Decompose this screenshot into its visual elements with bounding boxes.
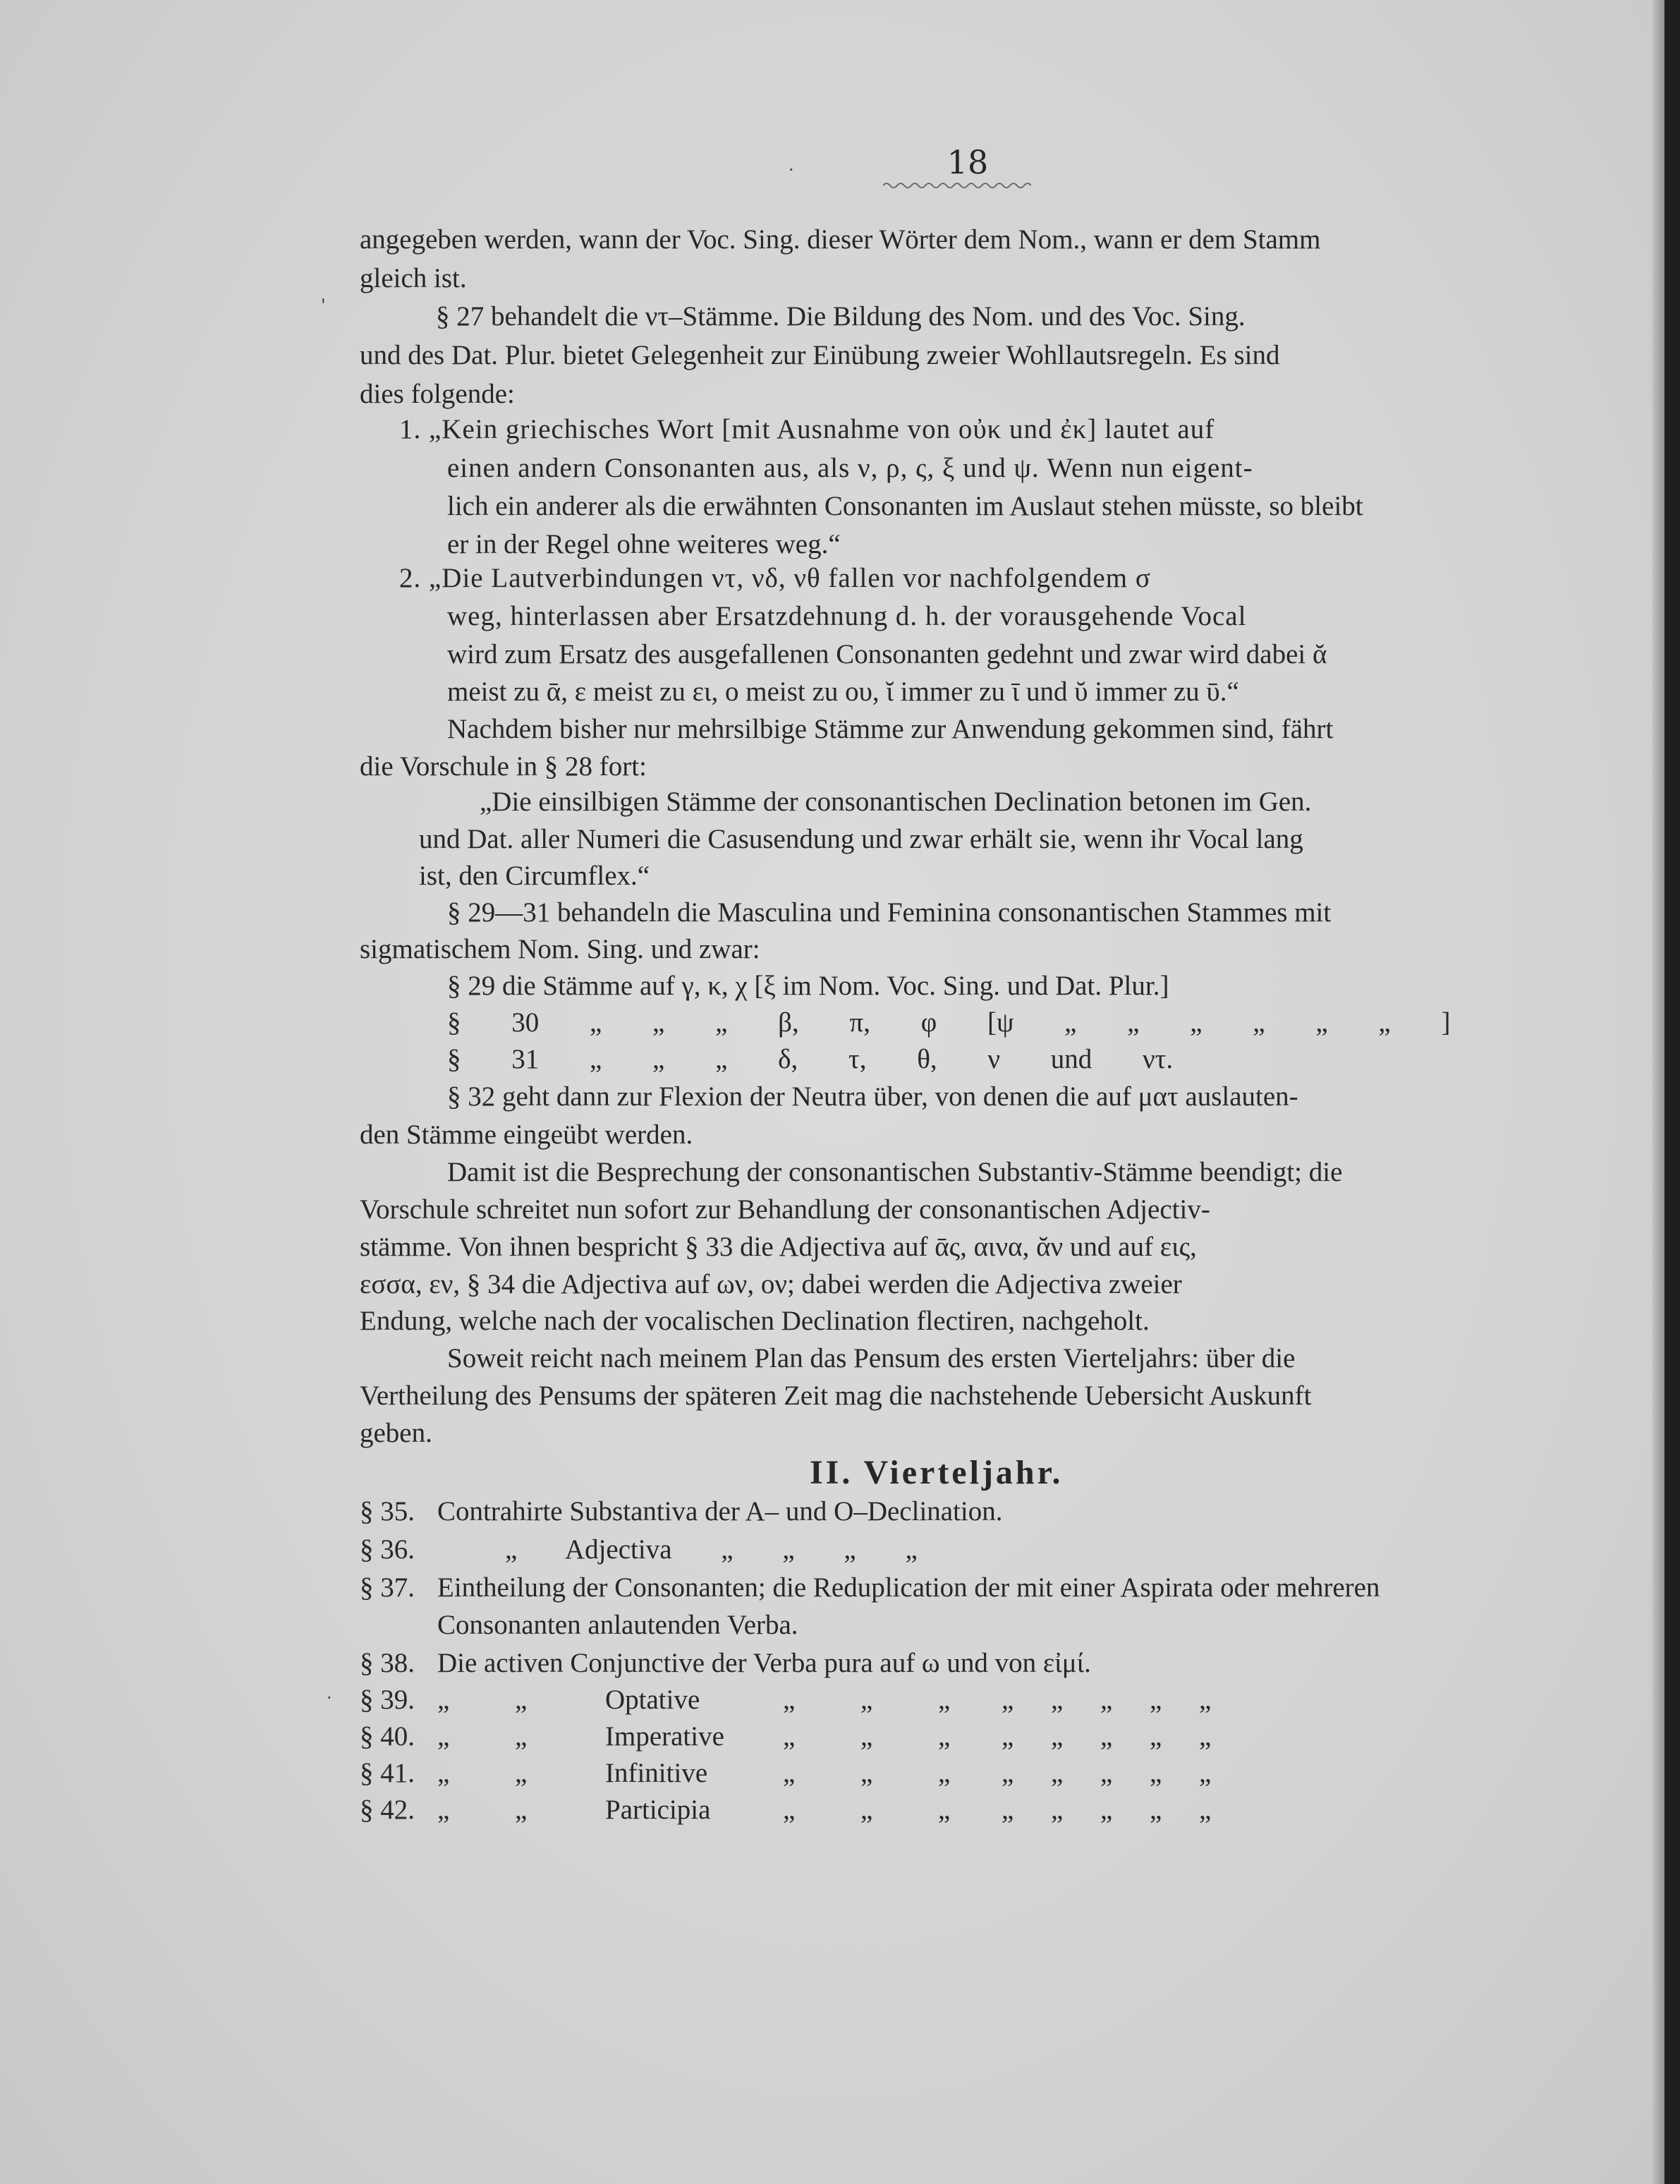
text-line: § 29 die Stämme auf γ, κ, χ [ξ im Nom. Voc. Sing. und Dat. Plur.] bbox=[447, 971, 1169, 1001]
text-line: einen andern Consonanten aus, als ν, ρ, ς, ξ und ψ. Wenn nun eigent- bbox=[447, 453, 1253, 483]
text-line: Soweit reicht nach meinem Plan das Pensum des ersten Vierteljahrs: über die bbox=[447, 1343, 1296, 1373]
text-line: wird zum Ersatz des ausgefallenen Consonanten gedehnt und zwar wird dabei ᾰ bbox=[447, 639, 1327, 669]
text-line: § 31 „ „ „ δ, τ, θ, ν und ντ. bbox=[447, 1044, 1174, 1074]
text-line: den Stämme eingeübt werden. bbox=[360, 1120, 693, 1150]
ditto-mark: „ bbox=[1100, 1685, 1113, 1715]
ditto-mark: „ bbox=[938, 1685, 951, 1715]
ditto-mark: „ bbox=[1100, 1758, 1113, 1788]
text-line: meist zu ᾱ, ε meist zu ει, ο meist zu ου, ῐ immer zu ῑ und ῠ immer zu ῡ.“ bbox=[447, 677, 1239, 707]
ditto-mark: „ bbox=[515, 1758, 528, 1788]
text-line: geben. bbox=[360, 1418, 432, 1448]
text-line: Nachdem bisher nur mehrsilbige Stämme zur Anwendung gekommen sind, fährt bbox=[447, 714, 1334, 744]
toc-text: „ Adjectiva „ „ „ „ bbox=[505, 1534, 918, 1565]
toc-text: Contrahirte Substantiva der A– und O–Declination. bbox=[437, 1496, 1003, 1527]
ditto-mark: „ bbox=[1002, 1795, 1014, 1825]
toc-number: § 42. bbox=[360, 1795, 415, 1825]
text-line: angegeben werden, wann der Voc. Sing. dieser Wörter dem Nom., wann er dem Stamm bbox=[360, 224, 1321, 255]
ditto-mark: „ bbox=[437, 1795, 450, 1825]
toc-row bbox=[360, 1720, 1277, 1754]
toc-text: Participia bbox=[605, 1795, 711, 1825]
ditto-mark: „ bbox=[783, 1685, 796, 1715]
text-line: lich ein anderer als die erwähnten Consonanten im Auslaut stehen müsste, so bleibt bbox=[447, 491, 1363, 521]
ditto-mark: „ bbox=[860, 1758, 873, 1788]
ditto-mark: „ bbox=[783, 1795, 796, 1825]
wavy-rule bbox=[883, 181, 1031, 190]
text-line: 1. „Kein griechisches Wort [mit Ausnahme von οὐκ und ἐκ] lautet auf bbox=[399, 414, 1215, 444]
toc-number: § 36. bbox=[360, 1534, 415, 1565]
ditto-mark: „ bbox=[1100, 1721, 1113, 1752]
toc-text: Infinitive bbox=[605, 1758, 708, 1788]
ditto-mark: „ bbox=[1199, 1795, 1212, 1825]
ditto-mark: „ bbox=[938, 1795, 951, 1825]
text-line: 2. „Die Lautverbindungen ντ, νδ, νθ fallen vor nachfolgendem σ bbox=[399, 563, 1151, 593]
ditto-mark: „ bbox=[1150, 1685, 1162, 1715]
ditto-mark: „ bbox=[860, 1721, 873, 1752]
ditto-mark: „ bbox=[1051, 1758, 1064, 1788]
toc-text: Eintheilung der Consonanten; die Reduplication der mit einer Aspirata oder mehreren bbox=[437, 1572, 1380, 1603]
ditto-mark: „ bbox=[1100, 1795, 1113, 1825]
scan-border bbox=[1664, 0, 1680, 2184]
text-line: und des Dat. Plur. bietet Gelegenheit zur Einübung zweier Wohllautsregeln. Es sind bbox=[360, 340, 1280, 370]
toc-row bbox=[360, 1757, 1277, 1790]
toc-row bbox=[360, 1793, 1277, 1827]
ditto-mark: „ bbox=[1199, 1758, 1212, 1788]
ditto-mark: „ bbox=[1199, 1721, 1212, 1752]
ditto-mark: „ bbox=[1051, 1685, 1064, 1715]
ditto-mark: „ bbox=[1002, 1721, 1014, 1752]
ditto-mark: „ bbox=[1051, 1795, 1064, 1825]
stray-mark: ' bbox=[321, 296, 326, 315]
stray-mark: · bbox=[327, 1688, 332, 1708]
page-edge-shadow bbox=[1652, 0, 1664, 2184]
text-line: § 29—31 behandeln die Masculina und Feminina consonantischen Stammes mit bbox=[447, 897, 1332, 928]
ditto-mark: „ bbox=[1199, 1685, 1212, 1715]
ditto-mark: „ bbox=[1150, 1795, 1162, 1825]
ditto-mark: „ bbox=[1051, 1721, 1064, 1752]
text-line: sigmatischem Nom. Sing. und zwar: bbox=[360, 934, 760, 964]
toc-number: § 35. bbox=[360, 1496, 415, 1527]
text-line: weg, hinterlassen aber Ersatzdehnung d. h. der vorausgehende Vocal bbox=[447, 601, 1247, 631]
toc-number: § 41. bbox=[360, 1758, 415, 1788]
text-line: gleich ist. bbox=[360, 263, 467, 293]
ditto-mark: „ bbox=[860, 1685, 873, 1715]
ditto-mark: „ bbox=[938, 1758, 951, 1788]
ditto-mark: „ bbox=[515, 1795, 528, 1825]
text-line: dies folgende: bbox=[360, 379, 515, 409]
text-line: § 32 geht dann zur Flexion der Neutra über, von denen die auf ματ auslauten- bbox=[447, 1081, 1298, 1112]
text-line: und Dat. aller Numeri die Casusendung und zwar erhält sie, wenn ihr Vocal lang bbox=[419, 824, 1303, 854]
text-line: ist, den Circumflex.“ bbox=[419, 861, 650, 891]
ditto-mark: „ bbox=[515, 1685, 528, 1715]
text-line: εσσα, εν, § 34 die Adjectiva auf ων, ον; dabei werden die Adjectiva zweier bbox=[360, 1269, 1182, 1299]
text-line: „Die einsilbigen Stämme der consonantischen Declination betonen im Gen. bbox=[480, 787, 1312, 817]
text-line: Endung, welche nach der vocalischen Declination flectiren, nachgeholt. bbox=[360, 1306, 1150, 1336]
ditto-mark: „ bbox=[437, 1758, 450, 1788]
ditto-mark: „ bbox=[437, 1685, 450, 1715]
ditto-mark: „ bbox=[783, 1721, 796, 1752]
toc-number: § 40. bbox=[360, 1721, 415, 1752]
toc-text: Die activen Conjunctive der Verba pura auf ω und von εἰμί. bbox=[437, 1648, 1091, 1678]
ditto-mark: „ bbox=[1002, 1758, 1014, 1788]
page-number: 18 bbox=[946, 143, 989, 181]
ditto-mark: „ bbox=[938, 1721, 951, 1752]
ditto-mark: „ bbox=[860, 1795, 873, 1825]
ditto-mark: „ bbox=[515, 1721, 528, 1752]
text-line: stämme. Von ihnen bespricht § 33 die Adjectiva auf ᾱς, αινα, ᾰν und auf εις, bbox=[360, 1232, 1197, 1262]
toc-text: Optative bbox=[605, 1685, 700, 1715]
text-line: Damit ist die Besprechung der consonantischen Substantiv-Stämme beendigt; die bbox=[447, 1157, 1343, 1187]
toc-number: § 38. bbox=[360, 1648, 415, 1678]
toc-text: Imperative bbox=[605, 1721, 724, 1752]
toc-row bbox=[360, 1683, 1277, 1717]
text-line: § 27 behandelt die ντ–Stämme. Die Bildung des Nom. und des Voc. Sing. bbox=[436, 301, 1246, 332]
ditto-mark: „ bbox=[1150, 1758, 1162, 1788]
text-line: Vertheilung des Pensums der späteren Zeit mag die nachstehende Uebersicht Auskunft bbox=[360, 1381, 1312, 1411]
text-line: er in der Regel ohne weiteres weg.“ bbox=[447, 529, 841, 559]
text-line: Vorschule schreitet nun sofort zur Behandlung der consonantischen Adjectiv- bbox=[360, 1194, 1210, 1225]
toc-text: Consonanten anlautenden Verba. bbox=[437, 1610, 798, 1640]
stray-mark: · bbox=[789, 160, 794, 180]
text-line: § 30 „ „ „ β, π, φ [ψ „ „ „ „ „ „ ] bbox=[447, 1007, 1451, 1038]
section-heading: II. Vierteljahr. bbox=[810, 1454, 1064, 1491]
ditto-mark: „ bbox=[1002, 1685, 1014, 1715]
toc-number: § 37. bbox=[360, 1572, 415, 1603]
ditto-mark: „ bbox=[783, 1758, 796, 1788]
toc-number: § 39. bbox=[360, 1685, 415, 1715]
ditto-mark: „ bbox=[437, 1721, 450, 1752]
text-line: die Vorschule in § 28 fort: bbox=[360, 751, 647, 782]
ditto-mark: „ bbox=[1150, 1721, 1162, 1752]
